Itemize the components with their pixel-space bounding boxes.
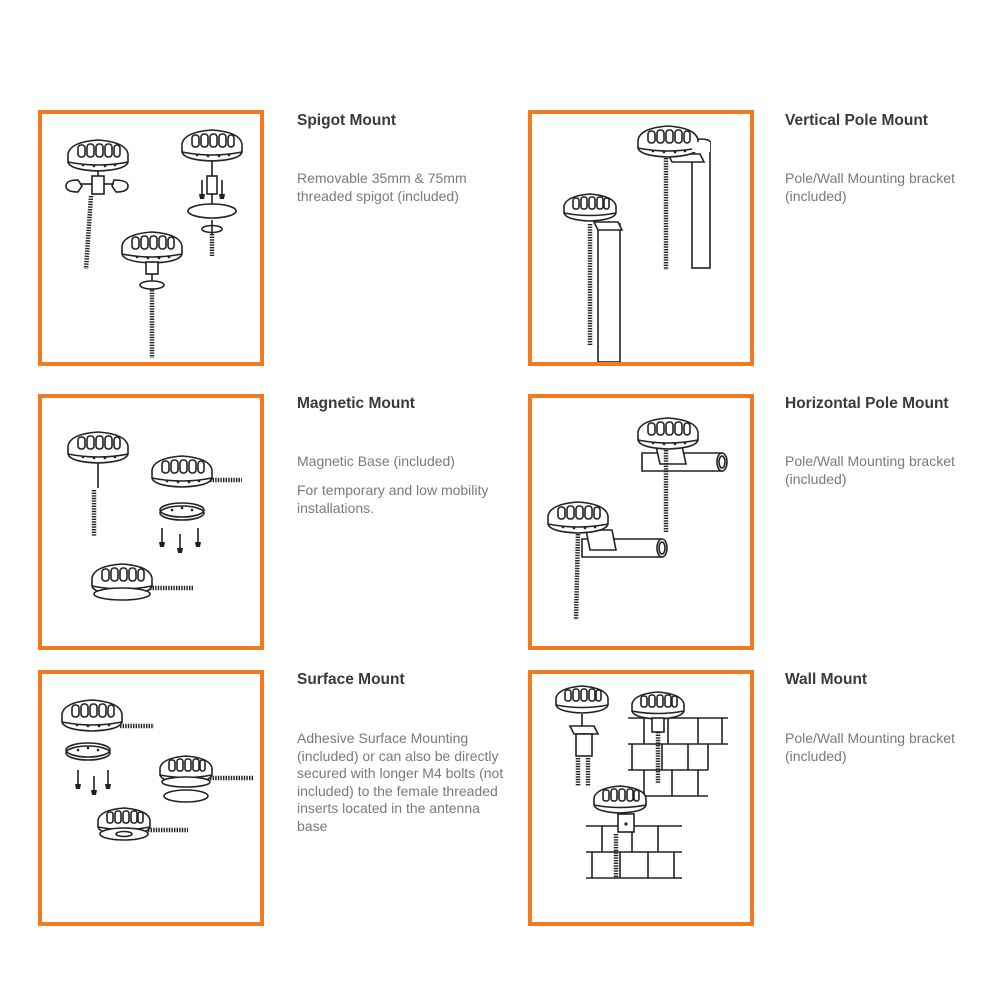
vertical-pole-mount-description: Pole/Wall Mounting bracket (included) — [785, 170, 955, 204]
surface-mount-illustration-frame — [38, 670, 264, 926]
surface-mount-illustration — [42, 674, 260, 922]
magnetic-mount-note: For temporary and low mobility installations. — [297, 482, 489, 516]
vertical-pole-mount-illustration — [532, 114, 750, 362]
wall-mount-illustration — [532, 674, 750, 922]
magnetic-mount-title: Magnetic Mount — [297, 395, 415, 412]
wall-mount-description: Pole/Wall Mounting bracket (included) — [785, 730, 955, 764]
horizontal-pole-mount-title: Horizontal Pole Mount — [785, 395, 949, 412]
horizontal-pole-mount-illustration — [532, 398, 750, 646]
vertical-pole-mount-illustration-frame — [528, 110, 754, 366]
wall-mount-title: Wall Mount — [785, 671, 868, 688]
horizontal-pole-mount-description: Pole/Wall Mounting bracket (included) — [785, 453, 955, 487]
horizontal-pole-mount-illustration-frame — [528, 394, 754, 650]
wall-mount-illustration-frame — [528, 670, 754, 926]
spigot-mount-illustration — [42, 114, 260, 362]
spigot-mount-title: Spigot Mount — [297, 112, 396, 129]
spigot-mount-illustration-frame — [38, 110, 264, 366]
magnetic-mount-description: Magnetic Base (included) — [297, 453, 455, 469]
magnetic-mount-illustration-frame — [38, 394, 264, 650]
vertical-pole-mount-title: Vertical Pole Mount — [785, 112, 928, 129]
surface-mount-title: Surface Mount — [297, 671, 405, 688]
magnetic-mount-illustration — [42, 398, 260, 646]
spigot-mount-description: Removable 35mm & 75mm threaded spigot (included) — [297, 170, 467, 204]
surface-mount-description: Adhesive Surface Mounting (included) or can also be directly secured with longer M4 bolts (not included) to the female threaded inserts located in the antenna base — [297, 730, 504, 834]
